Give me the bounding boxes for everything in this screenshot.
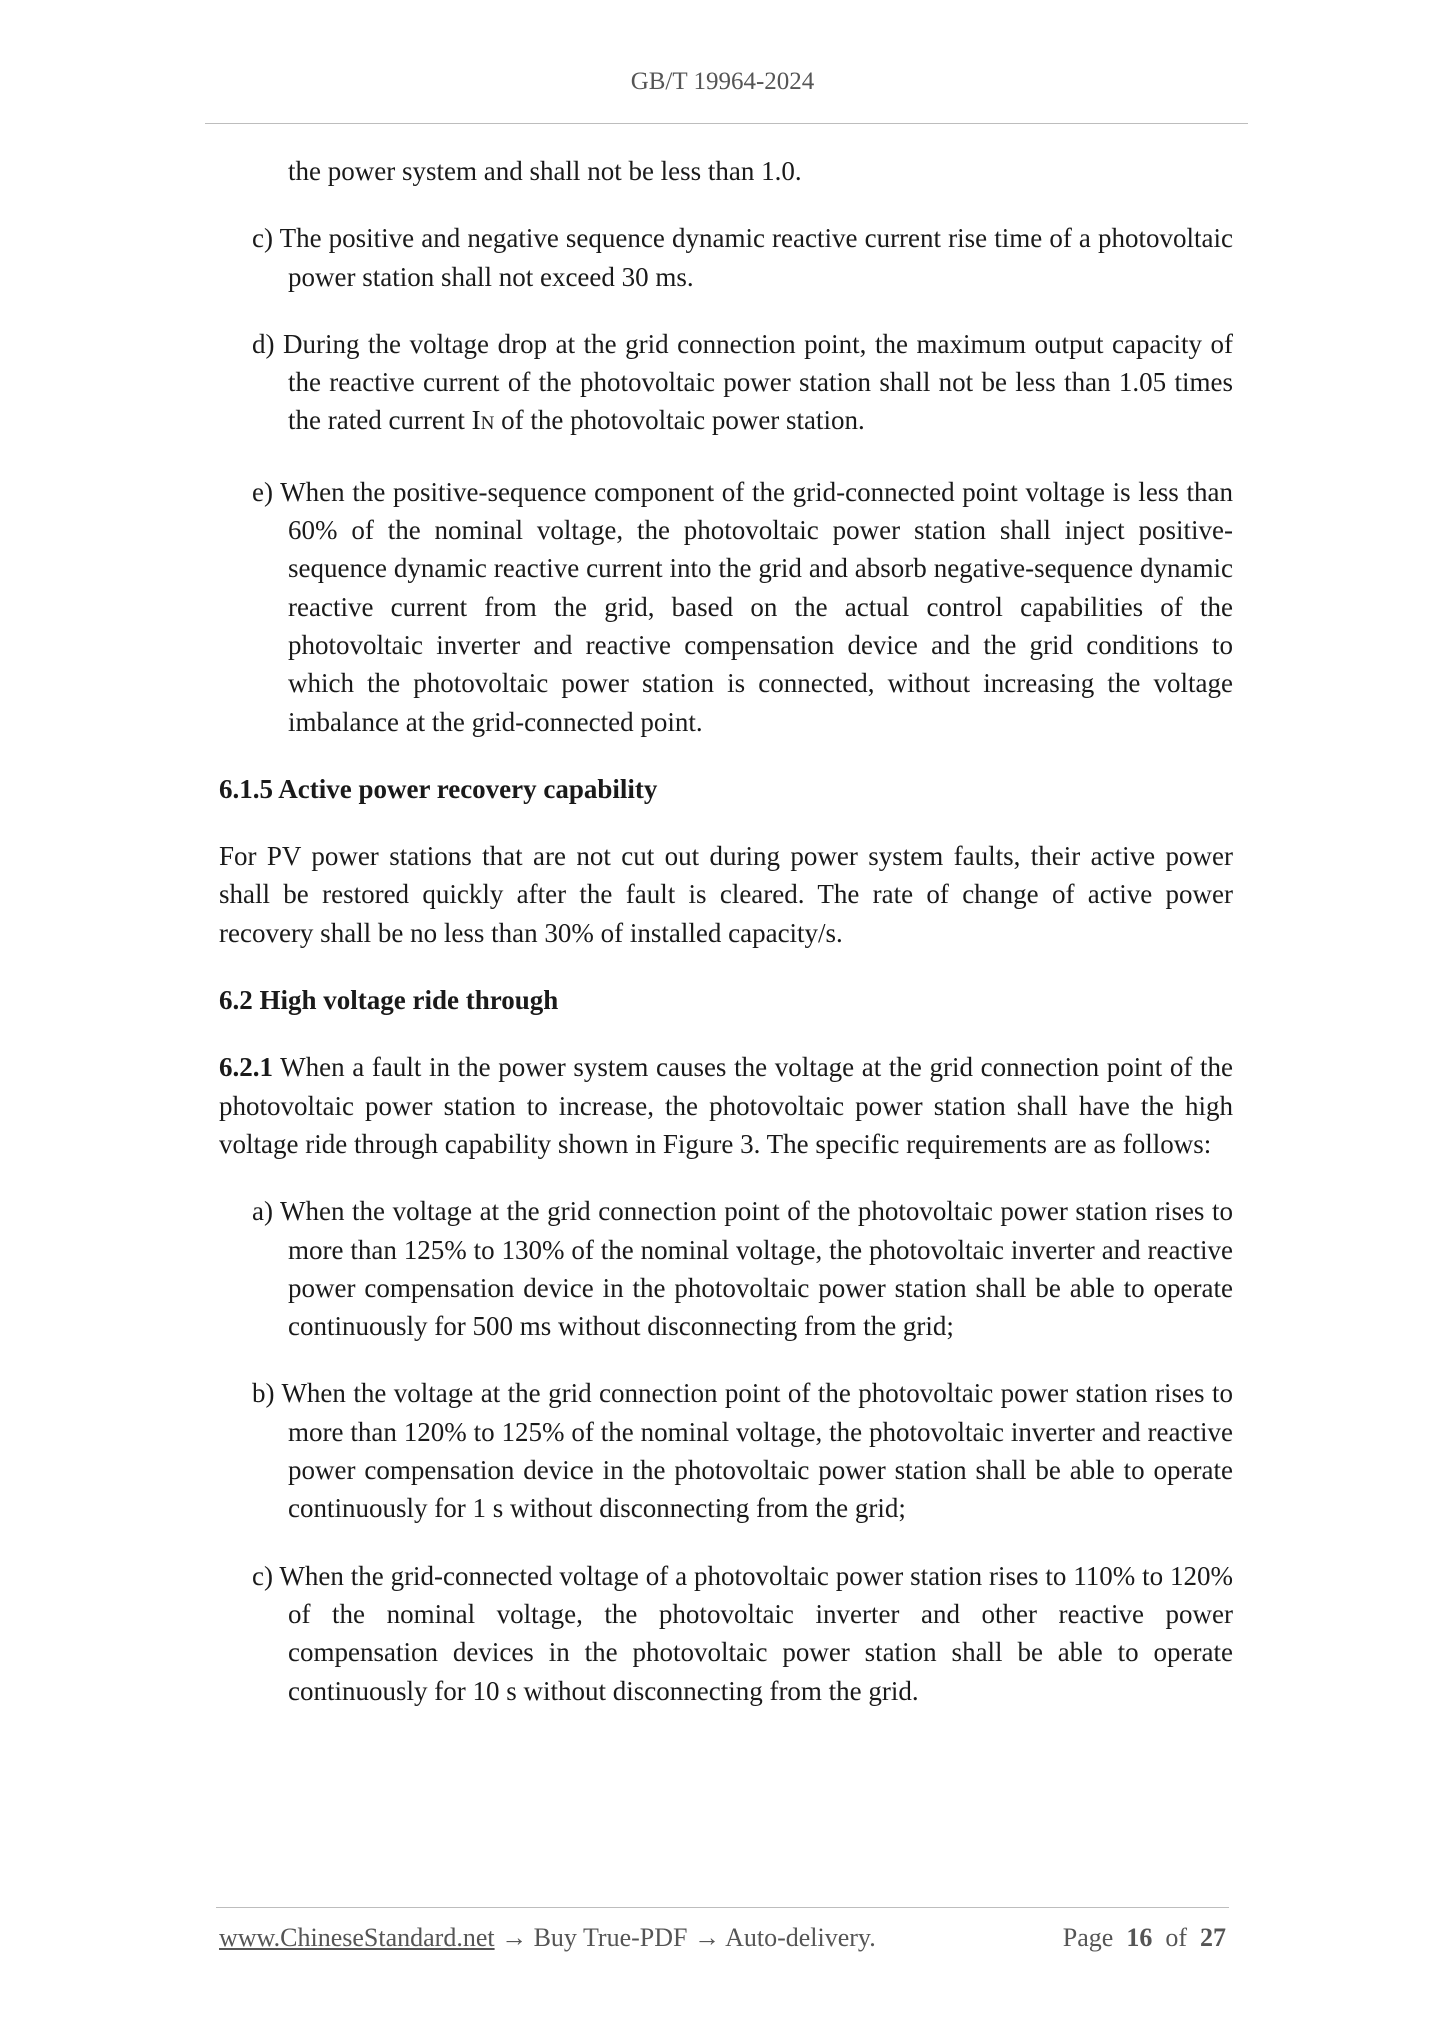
clause-number: 6.2.1 — [219, 1052, 273, 1083]
rated-current-subscript: N — [480, 413, 495, 435]
document-header — [0, 68, 1445, 96]
clause-text: When a fault in the power system causes the voltage at the grid connection point of the photovoltaic power station to increase, the photovoltaic power station shall have the high voltage ride through capability shown in Figure 3. The specific requirements are as follows: — [219, 1052, 1233, 1159]
list-item-d — [219, 325, 1233, 444]
website-link[interactable]: www.ChineseStandard.net — [219, 1923, 495, 1952]
of-label: of — [1165, 1923, 1187, 1952]
section-heading-6-1-5: 6.1.5 Active power recovery capability — [219, 773, 658, 804]
section-heading-6-2: 6.2 High voltage ride through — [219, 985, 559, 1016]
page-label: Page — [1062, 1923, 1114, 1952]
standard-number: GB/T 19964-2024 — [630, 68, 815, 95]
hvrt-item-b: b) When the voltage at the grid connection point of the photovoltaic power station rises to more than 120% to 125% of the nominal voltage, the photovoltaic inverter and reactive power compensation device in the photovoltaic power station shall be able to operate continuously for 1 s without disconnecting from the grid; — [252, 1378, 1233, 1524]
arrow-right-icon: → — [501, 1923, 528, 1952]
list-item-c: c) The positive and negative sequence dynamic reactive current rise time of a photovoltaic power station shall not exceed 30 ms. — [252, 223, 1233, 292]
list-item-d-tail: of the photovoltaic power station. — [494, 405, 865, 436]
footer-divider — [216, 1907, 1229, 1908]
footer-promo — [219, 1923, 876, 1953]
document-body — [219, 152, 1233, 1710]
current-page: 16 — [1126, 1923, 1153, 1952]
hvrt-item-a: a) When the voltage at the grid connection point of the photovoltaic power station rises to more than 125% to 130% of the nominal voltage, the photovoltaic inverter and reactive power compensation device in the photovoltaic power station shall be able to operate continuously for 500 ms without disconnecting from the grid; — [252, 1196, 1233, 1342]
header-divider — [205, 123, 1248, 124]
page-number — [1063, 1923, 1226, 1953]
hvrt-item-c: c) When the grid-connected voltage of a photovoltaic power station rises to 110% to 120% of the nominal voltage, the photovoltaic inverter and other reactive power compensation devices in the photovoltaic power station shall be able to operate continuously for 10 s without disconnecting from the grid. — [252, 1560, 1233, 1706]
clause-6-2-1 — [219, 1048, 1233, 1163]
buy-true-pdf-text: Buy True-PDF — [533, 1923, 688, 1952]
list-item-e: e) When the positive-sequence component of the grid-connected point voltage is less than 60% of the nominal voltage, the photovoltaic power station shall inject positive-sequence dynamic reactive current into the grid and absorb negative-sequence dynamic reactive current from the grid, based on the actual control capabilities of the photovoltaic inverter and reactive compensation device and the grid conditions to which the photovoltaic power station is connected, without increasing the voltage imbalance at the grid-connected point. — [252, 476, 1233, 737]
list-item-d-text: d) During the voltage drop at the grid connection point, the maximum output capacity of the reactive current of the photovoltaic power station shall not be less than 1.05 times the rated current I — [252, 328, 1233, 436]
page-footer — [219, 1923, 1233, 1963]
continuation-text: the power system and shall not be less than 1.0. — [288, 156, 802, 186]
arrow-right-icon: → — [694, 1923, 720, 1952]
auto-delivery-text: Auto-delivery. — [725, 1923, 876, 1952]
paragraph-6-1-5: For PV power stations that are not cut out during power system faults, their active power shall be restored quickly after the fault is cleared. The rate of change of active power recovery shall be no less than 30% of installed capacity/s. — [219, 841, 1233, 948]
total-pages: 27 — [1200, 1923, 1226, 1952]
